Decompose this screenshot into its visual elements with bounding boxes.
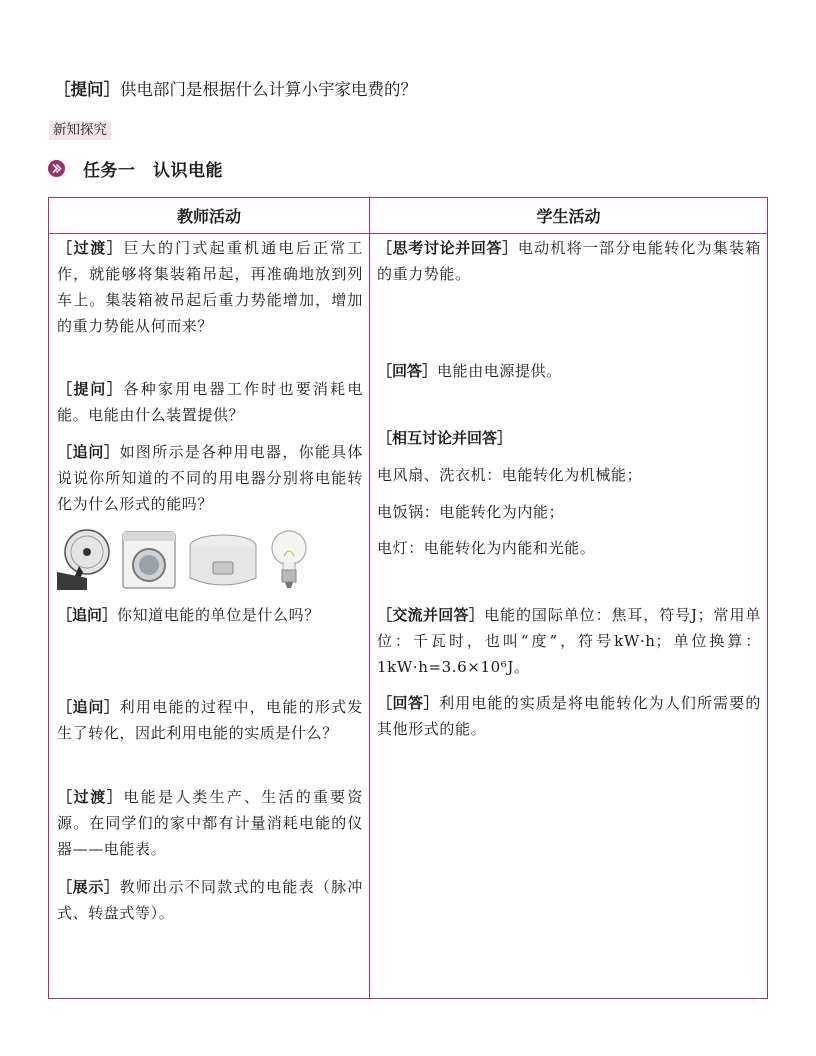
teacher-paragraph: ［过渡］巨大的门式起重机通电后正常工作，就能够将集装箱吊起，再准确地放到列车上。集装箱被吊起后重力势能增加，增加的重力势能从何而来？: [57, 239, 363, 335]
rice-cooker-icon: [187, 532, 259, 594]
electric-fan-icon: [57, 528, 113, 594]
question-text: 供电部门是根据什么计算小宇家电费的？: [120, 80, 417, 99]
student-paragraph: ［回答］利用电能的实质是将电能转化为人们所需要的其他形式的能。: [377, 694, 761, 738]
teacher-column-header: 教师活动: [176, 207, 241, 226]
student-paragraph: ［相互讨论并回答］: [377, 429, 513, 447]
header-divider: [49, 233, 767, 234]
washing-machine-icon: [121, 530, 177, 594]
student-paragraph: 电灯：电能转化为内能和光能。: [377, 539, 596, 557]
student-paragraph: ［回答］电能由电源提供。: [377, 362, 562, 380]
chevron-circle-icon: [48, 160, 65, 177]
teacher-paragraph: ［过渡］电能是人类生产、生活的重要资源。在同学们的家中都有计量消耗电能的仪器——电能表。: [57, 788, 363, 858]
appliance-images: [57, 528, 357, 590]
column-divider: [369, 198, 370, 998]
question-line: [54, 78, 417, 102]
student-paragraph: ［思考讨论并回答］电动机将一部分电能转化为集装箱的重力势能。: [377, 239, 761, 283]
task-heading: [48, 157, 223, 179]
student-paragraph: 电饭锅：电能转化为内能；: [377, 503, 565, 521]
teacher-paragraph: ［追问］如图所示是各种用电器，你能具体说说你所知道的不同的用电器分别将电能转化为什么形式的能吗？: [57, 443, 363, 513]
student-paragraph: ［交流并回答］电能的国际单位：焦耳，符号J；常用单位：千瓦时，也叫“度”，符号kW·h；单位换算：1kW·h=3.6×10⁶J。: [377, 606, 761, 676]
light-bulb-icon: [269, 528, 309, 594]
task-title: 任务一 认识电能: [83, 160, 223, 181]
teacher-paragraph: ［追问］利用电能的过程中，电能的形式发生了转化，因此利用电能的实质是什么？: [57, 698, 363, 742]
student-column-header: 学生活动: [536, 207, 601, 226]
teacher-paragraph: ［展示］教师出示不同款式的电能表（脉冲式、转盘式等）。: [57, 878, 363, 922]
teacher-paragraph: ［追问］你知道电能的单位是什么吗？: [57, 606, 320, 624]
teacher-paragraph: ［提问］各种家用电器工作时也要消耗电能。电能由什么装置提供？: [57, 380, 363, 424]
section-tag: 新知探究: [49, 121, 111, 140]
activity-table: [48, 197, 768, 999]
question-tag: ［提问］: [54, 80, 120, 99]
student-paragraph: 电风扇、洗衣机：电能转化为机械能；: [377, 466, 643, 484]
